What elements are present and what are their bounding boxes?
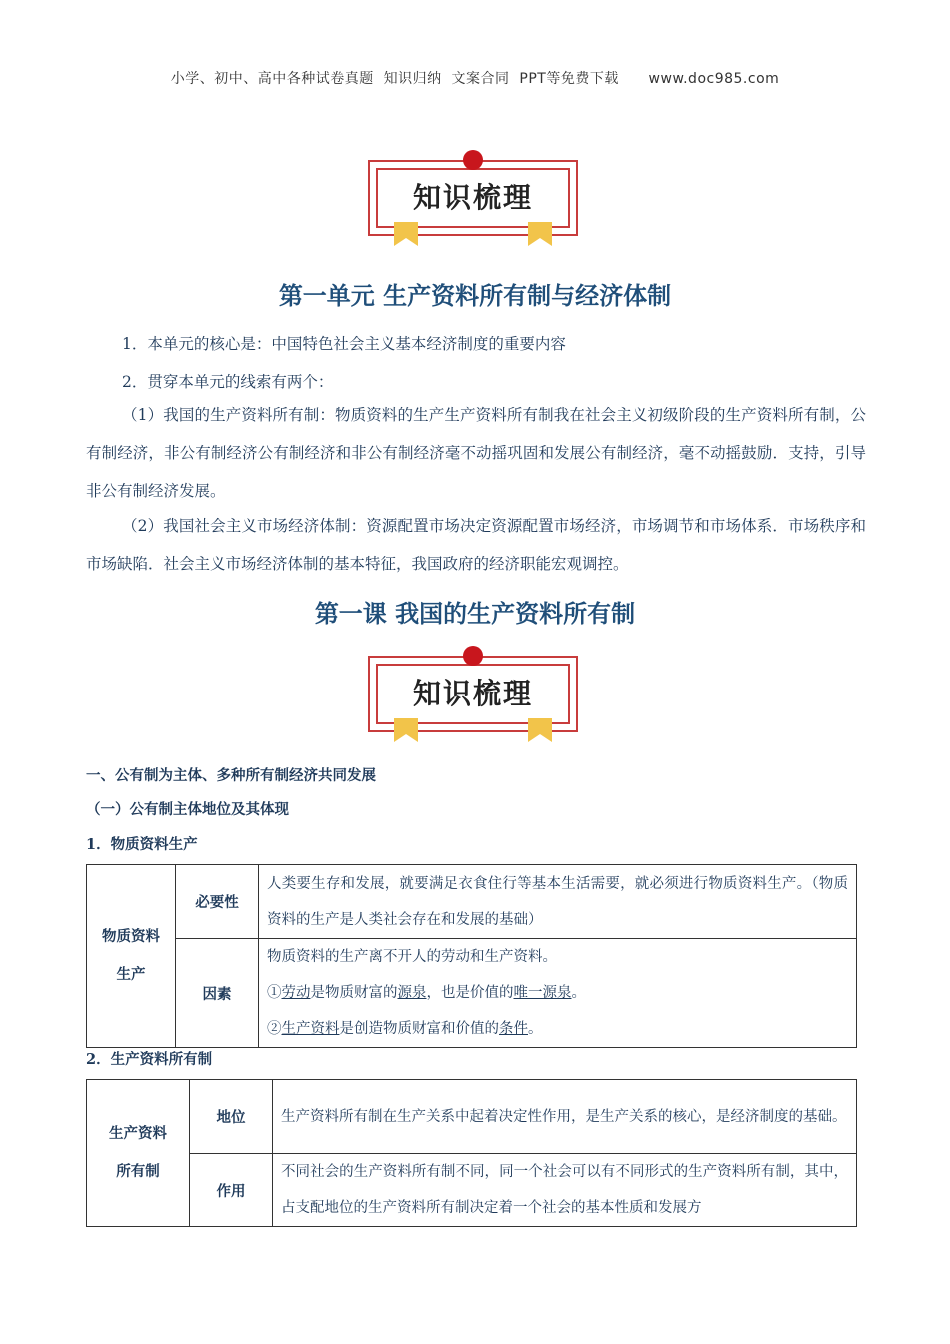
unit-title: 第一单元 生产资料所有制与经济体制 <box>278 281 672 310</box>
badge-label: 知识梳理 <box>412 181 533 214</box>
ribbon-icon <box>394 718 418 742</box>
subsection-heading: （一）公有制主体地位及其体现 <box>86 801 289 818</box>
item-heading-1: 1．物质资料生产 <box>86 836 198 853</box>
table-row-header: 物质资料 生产 <box>87 865 176 1048</box>
table-label-function: 作用 <box>190 1154 273 1227</box>
page-header: 小学、初中、高中各种试卷真题 知识归纳 文案合同 PPT等免费下载 www.doc985.com <box>170 71 780 87</box>
table-label-factors: 因素 <box>176 939 259 1048</box>
unit-paragraph-1: 1．本单元的核心是：中国特色社会主义基本经济制度的重要内容 <box>122 335 566 353</box>
ownership-table <box>86 1079 857 1227</box>
section-heading: 一、公有制为主体、多种所有制经济共同发展 <box>86 767 376 784</box>
table-cell: 物质资料的生产离不开人的劳动和生产资料。 ①劳动是物质财富的源泉，也是价值的唯一源泉。 ②生产资料是创造物质财富和价值的条件。 <box>259 939 857 1048</box>
knowledge-badge-2 <box>368 650 580 742</box>
ribbon-icon <box>528 718 552 742</box>
table-label-necessity: 必要性 <box>176 865 259 939</box>
unit-paragraph-4: （2）我国社会主义市场经济体制：资源配置市场决定资源配置市场经济，市场调节和市场体系．市场秩序和市场缺陷．社会主义市场经济体制的基本特征，我国政府的经济职能宏观调控。 <box>86 517 866 573</box>
ribbon-icon <box>528 222 552 246</box>
table-cell: 生产资料所有制在生产关系中起着决定性作用，是生产关系的核心，是经济制度的基础。 <box>273 1080 857 1154</box>
material-production-table <box>86 864 857 1048</box>
item-heading-2: 2．生产资料所有制 <box>86 1051 213 1068</box>
table-row-header: 生产资料 所有制 <box>87 1080 190 1227</box>
unit-paragraph-2: 2．贯穿本单元的线索有两个： <box>122 373 334 391</box>
unit-paragraph-3: （1）我国的生产资料所有制：物质资料的生产生产资料所有制我在社会主义初级阶段的生产资料所有制，公有制经济，非公有制经济公有制经济和非公有制经济毫不动摇巩固和发展公有制经济，毫不动摇鼓励．支持，引导非公有制经济发展。 <box>86 406 866 500</box>
table-cell: 人类要生存和发展，就要满足衣食住行等基本生活需要，就必须进行物质资料生产。（物质资料的生产是人类社会存在和发展的基础） <box>259 865 857 939</box>
knowledge-badge-1 <box>368 154 580 246</box>
lesson-title: 第一课 我国的生产资料所有制 <box>314 599 636 628</box>
badge-label: 知识梳理 <box>412 677 533 710</box>
red-dot-icon <box>463 646 483 666</box>
red-dot-icon <box>463 150 483 170</box>
table-cell: 不同社会的生产资料所有制不同，同一个社会可以有不同形式的生产资料所有制，其中，占支配地位的生产资料所有制决定着一个社会的基本性质和发展方 <box>273 1154 857 1227</box>
ribbon-icon <box>394 222 418 246</box>
table-label-status: 地位 <box>190 1080 273 1154</box>
